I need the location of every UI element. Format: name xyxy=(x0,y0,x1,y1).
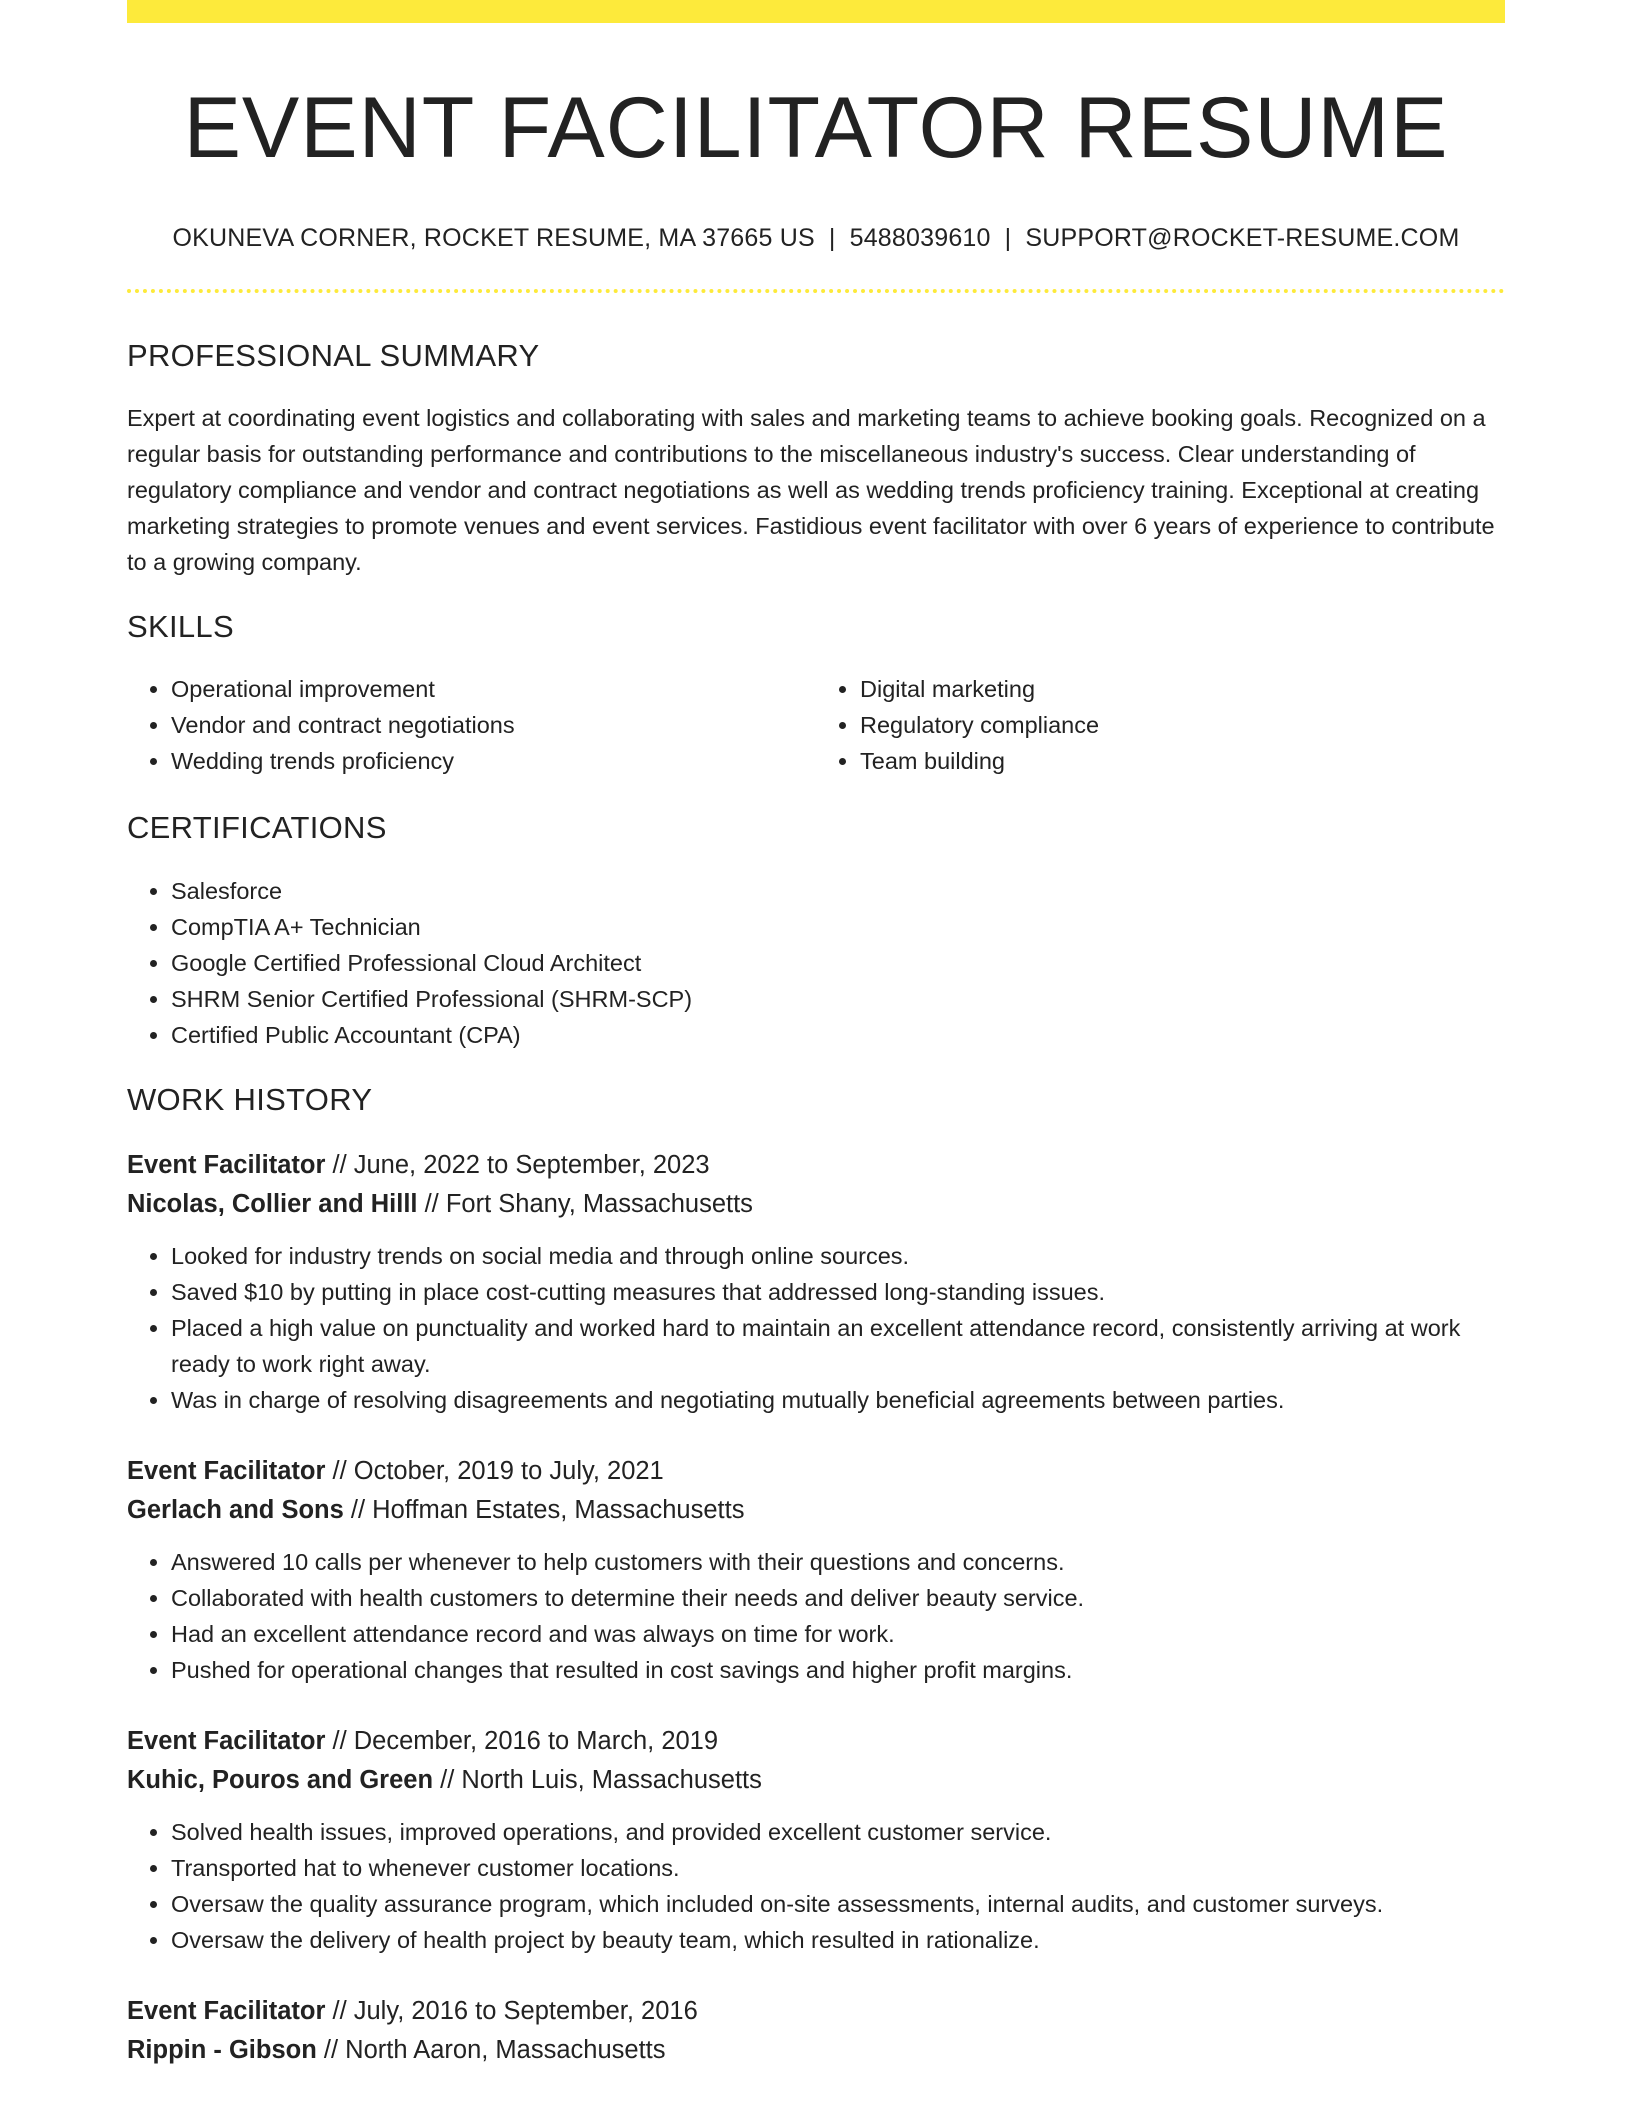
job-entry xyxy=(127,1722,1505,1958)
skill-item: • Digital marketing xyxy=(860,671,1505,707)
job-company: Kuhic, Pouros and Green xyxy=(127,1765,434,1794)
job-role-line xyxy=(127,1722,1505,1761)
certification-item: • CompTIA A+ Technician xyxy=(171,909,1505,945)
skills-right-list xyxy=(816,671,1505,779)
job-bullet: • Oversaw the quality assurance program, which included on-site assessments, internal audits, and customer surveys. xyxy=(171,1886,1505,1922)
accent-top-bar xyxy=(127,0,1505,23)
certification-item: • Salesforce xyxy=(171,873,1505,909)
job-bullet: • Saved $10 by putting in place cost-cutting measures that addressed long-standing issues. xyxy=(171,1274,1505,1310)
job-bullet: • Solved health issues, improved operations, and provided excellent customer service. xyxy=(171,1814,1505,1850)
job-role: Event Facilitator xyxy=(127,1996,326,2025)
job-location: Hoffman Estates, Massachusetts xyxy=(372,1495,745,1524)
job-location: North Luis, Massachusetts xyxy=(461,1765,762,1794)
job-dates: July, 2016 to September, 2016 xyxy=(353,1996,698,2025)
certifications-list xyxy=(127,873,1505,1053)
job-connector: // xyxy=(332,1150,347,1179)
work-history-heading: WORK HISTORY xyxy=(127,1081,373,1117)
job-location: North Aaron, Massachusetts xyxy=(345,2035,666,2064)
skill-item: • Vendor and contract negotiations xyxy=(171,707,816,743)
job-bullets xyxy=(127,1544,1505,1688)
skill-item: • Operational improvement xyxy=(171,671,816,707)
job-company-line xyxy=(127,1491,1505,1530)
summary-text: Expert at coordinating event logistics and collaborating with sales and marketing teams to achieve booking goals. Recognized on a regular basis for outstanding performance and contributions to the miscellaneous industry's success. Clear understanding of regulatory compliance and vendor and contract negotiations as well as wedding trends proficiency training. Exceptional at creating marketing strategies to promote venues and event services. Fastidious event facilitator with over 6 years of experience to contribute to a growing company. xyxy=(127,405,1495,576)
job-location: Fort Shany, Massachusetts xyxy=(445,1189,753,1218)
page-title: EVENT FACILITATOR RESUME xyxy=(183,80,1449,176)
summary-heading: PROFESSIONAL SUMMARY xyxy=(127,338,540,373)
job-bullets xyxy=(127,1814,1505,1958)
job-bullet: • Pushed for operational changes that resulted in cost savings and higher profit margins. xyxy=(171,1652,1505,1688)
job-role: Event Facilitator xyxy=(127,1150,326,1179)
job-bullet: • Transported hat to whenever customer locations. xyxy=(171,1850,1505,1886)
job-bullet: • Placed a high value on punctuality and worked hard to maintain an excellent attendance record, consistently arriving at work ready to work right away. xyxy=(171,1310,1505,1382)
job-connector: // xyxy=(440,1765,455,1794)
job-role-line xyxy=(127,1452,1505,1491)
skills-heading: SKILLS xyxy=(127,609,234,645)
job-bullet: • Looked for industry trends on social media and through online sources. xyxy=(171,1238,1505,1274)
certification-item: • Certified Public Accountant (CPA) xyxy=(171,1017,1505,1053)
job-entry xyxy=(127,1452,1505,1688)
job-bullet: • Collaborated with health customers to determine their needs and deliver beauty service. xyxy=(171,1580,1505,1616)
skills-grid xyxy=(127,671,1505,779)
certification-item: • SHRM Senior Certified Professional (SHRM-SCP) xyxy=(171,981,1505,1017)
job-connector: // xyxy=(332,1726,347,1755)
job-entry xyxy=(127,1146,1505,1418)
job-connector: // xyxy=(332,1456,347,1485)
job-bullet: • Had an excellent attendance record and was always on time for work. xyxy=(171,1616,1505,1652)
dotted-divider xyxy=(127,289,1505,293)
job-connector: // xyxy=(424,1189,439,1218)
job-role: Event Facilitator xyxy=(127,1726,326,1755)
job-company-line xyxy=(127,1761,1505,1800)
skills-left-list xyxy=(127,671,816,779)
certification-item: • Google Certified Professional Cloud Architect xyxy=(171,945,1505,981)
job-company-line xyxy=(127,1185,1505,1224)
contact-phone: 5488039610 xyxy=(849,224,991,252)
contact-address: OKUNEVA CORNER, ROCKET RESUME, MA 37665 US xyxy=(172,224,815,252)
job-role-line xyxy=(127,1992,1505,2031)
contact-email: SUPPORT@ROCKET-RESUME.COM xyxy=(1025,224,1460,252)
contact-separator: | xyxy=(1004,224,1012,252)
job-company-line xyxy=(127,2031,1505,2070)
job-connector: // xyxy=(350,1495,366,1524)
job-connector: // xyxy=(332,1996,347,2025)
skill-item: • Wedding trends proficiency xyxy=(171,743,816,779)
certifications-heading: CERTIFICATIONS xyxy=(127,810,387,846)
job-bullets xyxy=(127,1238,1505,1418)
job-dates: October, 2019 to July, 2021 xyxy=(353,1456,664,1485)
job-company: Rippin - Gibson xyxy=(127,2035,317,2064)
skill-item: • Team building xyxy=(860,743,1505,779)
contact-line xyxy=(127,223,1505,253)
job-company: Gerlach and Sons xyxy=(127,1495,344,1524)
job-bullet: • Oversaw the delivery of health project by beauty team, which resulted in rationalize. xyxy=(171,1922,1505,1958)
job-company: Nicolas, Collier and Hilll xyxy=(127,1189,418,1218)
job-role: Event Facilitator xyxy=(127,1456,326,1485)
resume-page xyxy=(127,0,1505,2070)
contact-separator: | xyxy=(828,224,836,252)
job-dates: June, 2022 to September, 2023 xyxy=(353,1150,710,1179)
job-bullet: • Was in charge of resolving disagreements and negotiating mutually beneficial agreements between parties. xyxy=(171,1382,1505,1418)
job-entry xyxy=(127,1992,1505,2070)
job-dates: December, 2016 to March, 2019 xyxy=(353,1726,719,1755)
skill-item: • Regulatory compliance xyxy=(860,707,1505,743)
job-connector: // xyxy=(323,2035,339,2064)
job-role-line xyxy=(127,1146,1505,1185)
job-bullet: • Answered 10 calls per whenever to help customers with their questions and concerns. xyxy=(171,1544,1505,1580)
